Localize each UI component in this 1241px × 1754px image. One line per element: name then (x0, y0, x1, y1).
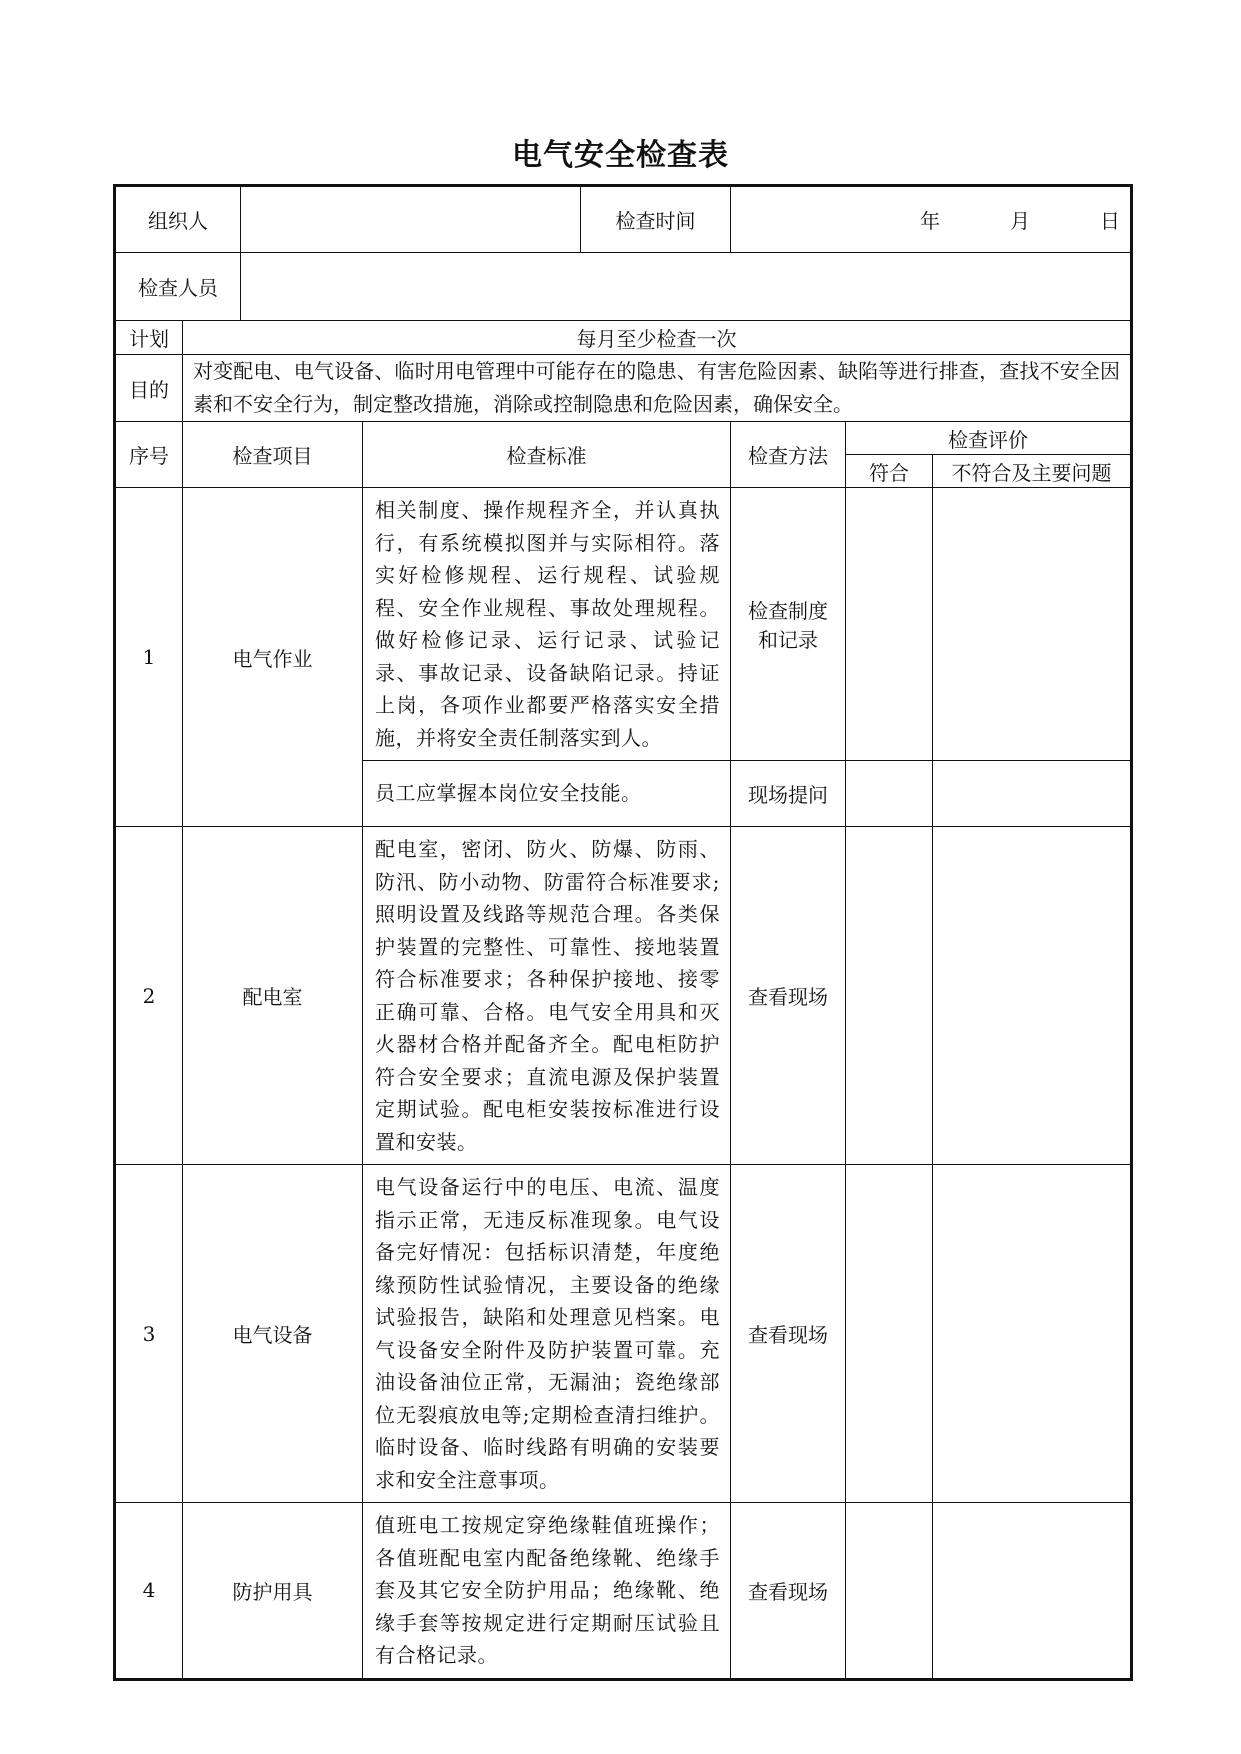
table-row (115, 1503, 1132, 1680)
row-standard: 相关制度、操作规程齐全，并认真执行，有系统模拟图并与实际相符。落实好检修规程、运行规程、试验规程、安全作业规程、事故处理规程。做好检修记录、运行记录、试验记录、事故记录、设备缺陷记录。持证上岗，各项作业都要严格落实安全措施，并将安全责任制落实到人。 (363, 488, 731, 761)
row-method: 查看现场 (731, 827, 846, 1165)
organizer-label: 组织人 (115, 186, 241, 253)
check-time-field[interactable] (731, 186, 1132, 253)
col-item: 检查项目 (183, 422, 363, 488)
row-conform-cell[interactable] (846, 761, 933, 827)
row-method: 查看现场 (731, 1503, 846, 1680)
organizer-row (115, 186, 1132, 253)
row-item: 配电室 (183, 827, 363, 1165)
row-method: 查看现场 (731, 1165, 846, 1503)
row-nonconform-cell[interactable] (933, 1165, 1132, 1503)
date-day: 日 (1100, 209, 1120, 233)
col-nonconform: 不符合及主要问题 (933, 455, 1132, 488)
row-no: 2 (115, 827, 183, 1165)
row-item: 防护用具 (183, 1503, 363, 1680)
plan-label: 计划 (115, 321, 183, 355)
plan-row (115, 321, 1132, 355)
organizer-field[interactable] (241, 186, 581, 253)
row-conform-cell[interactable] (846, 1503, 933, 1680)
table-row (115, 827, 1132, 1165)
row-no: 1 (115, 488, 183, 827)
inspectors-field[interactable] (241, 253, 1132, 321)
col-standard: 检查标准 (363, 422, 731, 488)
table-row (115, 488, 1132, 761)
col-no: 序号 (115, 422, 183, 488)
row-item: 电气设备 (183, 1165, 363, 1503)
col-conform: 符合 (846, 455, 933, 488)
row-method: 检查制度和记录 (731, 488, 846, 761)
col-evaluation: 检查评价 (846, 422, 1132, 455)
row-conform-cell[interactable] (846, 488, 933, 761)
row-standard: 值班电工按规定穿绝缘鞋值班操作；各值班配电室内配备绝缘靴、绝缘手套及其它安全防护用品；绝缘靴、绝缘手套等按规定进行定期耐压试验且有合格记录。 (363, 1503, 731, 1680)
column-header-row (115, 422, 1132, 455)
inspection-table (113, 184, 1133, 1681)
row-nonconform-cell[interactable] (933, 488, 1132, 761)
row-conform-cell[interactable] (846, 1165, 933, 1503)
col-method: 检查方法 (731, 422, 846, 488)
row-standard: 配电室，密闭、防火、防爆、防雨、防汛、防小动物、防雷符合标准要求;照明设置及线路等规范合理。各类保护装置的完整性、可靠性、接地装置符合标准要求；各种保护接地、接零正确可靠、合格。电气安全用具和灭火器材合格并配备齐全。配电柜防护符合安全要求；直流电源及保护装置定期试验。配电柜安装按标准进行设置和安装。 (363, 827, 731, 1165)
inspectors-row (115, 253, 1132, 321)
date-year: 年 (920, 209, 941, 233)
row-no: 3 (115, 1165, 183, 1503)
date-month: 月 (1010, 209, 1031, 233)
row-nonconform-cell[interactable] (933, 1503, 1132, 1680)
plan-value: 每月至少检查一次 (183, 321, 1132, 355)
row-conform-cell[interactable] (846, 827, 933, 1165)
row-item: 电气作业 (183, 488, 363, 827)
row-no: 4 (115, 1503, 183, 1680)
purpose-row (115, 355, 1132, 422)
check-time-label: 检查时间 (581, 186, 731, 253)
purpose-label: 目的 (115, 355, 183, 422)
table-row (115, 1165, 1132, 1503)
row-nonconform-cell[interactable] (933, 761, 1132, 827)
purpose-value: 对变配电、电气设备、临时用电管理中可能存在的隐患、有害危险因素、缺陷等进行排查，查找不安全因素和不安全行为，制定整改措施，消除或控制隐患和危险因素，确保安全。 (183, 355, 1132, 422)
row-nonconform-cell[interactable] (933, 827, 1132, 1165)
page-title: 电气安全检查表 (512, 138, 729, 173)
inspectors-label: 检查人员 (115, 253, 241, 321)
row-standard: 员工应掌握本岗位安全技能。 (363, 761, 731, 827)
row-method: 现场提问 (731, 761, 846, 827)
row-standard: 电气设备运行中的电压、电流、温度指示正常，无违反标准现象。电气设备完好情况：包括标识清楚，年度绝缘预防性试验情况，主要设备的绝缘试验报告，缺陷和处理意见档案。电气设备安全附件及防护装置可靠。充油设备油位正常，无漏油；瓷绝缘部位无裂痕放电等;定期检查清扫维护。临时设备、临时线路有明确的安装要求和安全注意事项。 (363, 1165, 731, 1503)
